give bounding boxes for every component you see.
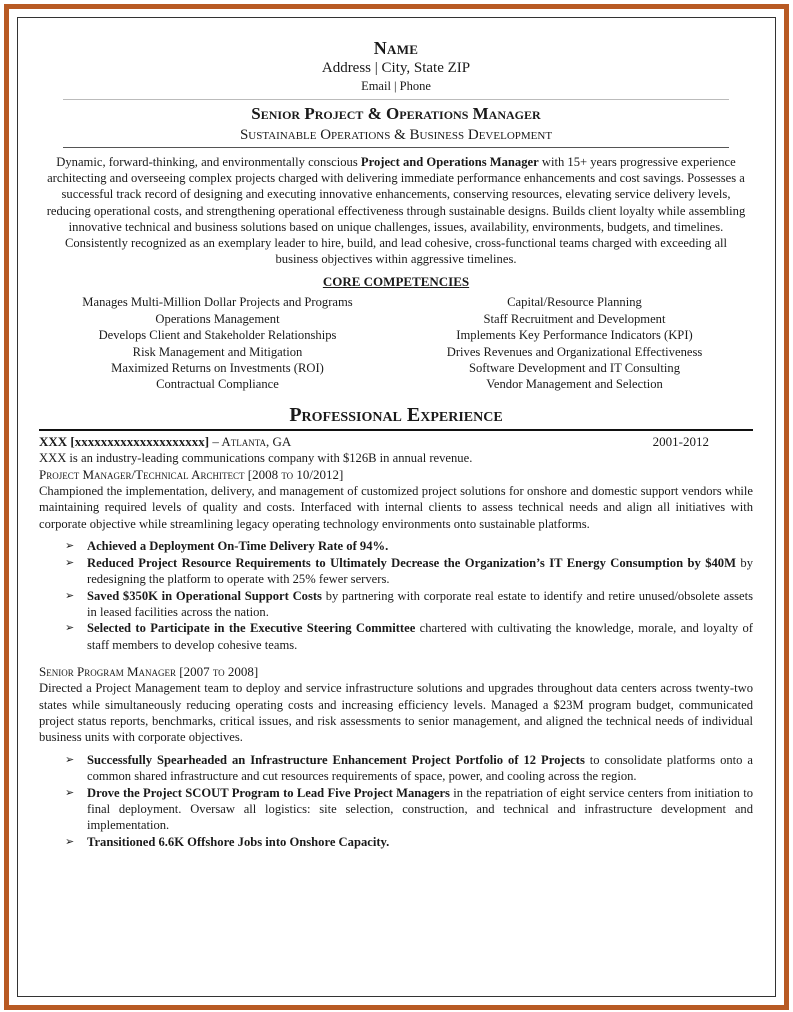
arrow-bullet-icon: ➢	[65, 622, 75, 635]
achievement-item	[65, 555, 753, 588]
competency-item: Software Development and IT Consulting	[468, 361, 681, 376]
achievement-item	[65, 620, 753, 653]
achievement-text: chartered with cultivating the knowledge, morale, and loyalty of staff members to develop cohesive teams.	[87, 621, 753, 652]
achievement-text: by redesigning the platform to operate with 25% fewer servers.	[87, 555, 753, 587]
arrow-bullet-icon: ➢	[65, 835, 75, 848]
core-competencies-heading: CORE COMPETENCIES	[322, 274, 470, 290]
headline-divider	[63, 147, 729, 148]
role-achievements	[39, 752, 753, 850]
role-achievements	[39, 538, 753, 653]
achievement-item	[65, 834, 753, 850]
achievement-bold: Selected to Participate in the Executive Steering Committee	[87, 621, 416, 636]
arrow-bullet-icon: ➢	[65, 556, 75, 569]
competency-item: Operations Management	[155, 311, 280, 326]
achievement-bold: Transitioned 6.6K Offshore Jobs into Onshore Capacity.	[87, 834, 390, 849]
competency-item: Implements Key Performance Indicators (KPI)	[456, 328, 693, 343]
role-description: Directed a Project Management team to deploy and service infrastructure solutions and upgrades throughout data centers across twenty-two states while simultaneously reducing operating costs and increasing efficiency levels. Managed a $23M program budget, communicated project status reports, benchmarks, critical issues, and risk assessments to senior management, and aligned the technical needs of individual business units with corporate objectives.	[39, 681, 753, 745]
core-column-right	[396, 294, 753, 392]
competency-item: Maximized Returns on Investments (ROI)	[111, 361, 324, 376]
competency-item: Manages Multi-Million Dollar Projects and Programs	[82, 295, 353, 310]
achievement-bold: Saved $350K in Operational Support Costs	[87, 588, 322, 603]
core-competencies-grid	[39, 294, 753, 392]
candidate-contact: Email | Phone	[361, 79, 431, 93]
section-gap	[39, 653, 753, 663]
achievement-item	[65, 538, 753, 554]
achievement-item	[65, 785, 753, 834]
page-frame	[4, 4, 789, 1010]
achievement-bold: Successfully Spearheaded an Infrastructure Enhancement Project Portfolio of 12 Projects	[87, 752, 585, 767]
competency-item: Staff Recruitment and Development	[483, 311, 666, 326]
achievement-item	[65, 588, 753, 621]
headline-subtitle: Sustainable Operations & Business Development	[239, 127, 553, 143]
job-header	[39, 433, 753, 450]
job-company-line	[39, 433, 291, 450]
competency-item: Drives Revenues and Organizational Effectiveness	[446, 344, 703, 359]
summary-pre: Dynamic, forward-thinking, and environmentally conscious	[56, 155, 361, 169]
arrow-bullet-icon: ➢	[65, 589, 75, 602]
role-title: Senior Program Manager [2007 to 2008]	[39, 664, 259, 680]
candidate-address: Address | City, State ZIP	[321, 60, 471, 76]
job-dates: 2001-2012	[652, 433, 709, 449]
job-company: XXX [xxxxxxxxxxxxxxxxxxxx]	[39, 433, 210, 449]
header-divider	[63, 99, 729, 100]
competency-item: Vendor Management and Selection	[486, 377, 663, 392]
achievement-bold: Reduced Project Resource Requirements to Ultimately Decrease the Organization’s IT Energy Consumption by $40M	[87, 555, 736, 570]
headline-title: Senior Project & Operations Manager	[251, 104, 541, 123]
achievement-bold: Achieved a Deployment On-Time Delivery Rate of 94%.	[87, 539, 389, 554]
arrow-bullet-icon: ➢	[65, 786, 75, 799]
achievement-text: by partnering with corporate real estate to identify and retire unused/obsolete assets in leased facilities across the nation.	[87, 588, 753, 619]
core-column-left	[39, 294, 396, 392]
achievement-item	[65, 752, 753, 785]
role-title: Project Manager/Technical Architect [2008 to 10/2012]	[39, 467, 344, 483]
achievement-text: to consolidate platforms onto a common shared infrastructure and cut resources requirements of space, power, and cooling across the region.	[87, 752, 753, 784]
role-description: Championed the implementation, delivery, and management of customized project solutions for onshore and domestic support vendors while maintaining required levels of quality and costs. Interfaced with internal clients to assess technical needs and align all initiatives with corporate objective while streamlining legacy operating technology environments onto sustainable platforms.	[39, 484, 753, 531]
competency-item: Capital/Resource Planning	[507, 295, 642, 310]
experience-heading: Professional Experience	[289, 403, 503, 426]
competency-item: Develops Client and Stakeholder Relationships	[98, 328, 337, 343]
job-location: – Atlanta, GA	[209, 433, 292, 449]
competency-item: Risk Management and Mitigation	[132, 344, 303, 359]
summary-paragraph	[45, 154, 747, 267]
resume-page	[39, 37, 753, 850]
summary-bold: Project and Operations Manager	[360, 155, 539, 169]
arrow-bullet-icon: ➢	[65, 753, 75, 766]
candidate-name: Name	[373, 38, 419, 58]
summary-post: with 15+ years progressive experience architecting and overseeing complex projects charged with delivering immediate performance enhancements and cost savings. Possesses a successful track record of designing and executing innovative enhancements, conserving resources, elevating service delivery levels, reducing operational costs, and strengthening operational effectiveness through sustainable designs. Builds client loyalty while assembling innovative technical and business solutions based on unique challenges, issues, availability, environments, budgets, and timelines. Consistently recognized as an exemplary leader to hire, build, and lead cohesive, cross-functional teams charged with exceeding all business objectives within aggressive timelines.	[46, 155, 746, 267]
company-description: XXX is an industry-leading communications company with $126B in annual revenue.	[39, 450, 473, 465]
arrow-bullet-icon: ➢	[65, 540, 75, 553]
competency-item: Contractual Compliance	[156, 377, 279, 392]
achievement-text: in the repatriation of eight service centers from initiation to final deployment. Oversaw all logistics: site selection, construction, and technical and infrastructure development and implementation.	[87, 785, 753, 833]
experience-divider	[39, 429, 753, 431]
achievement-bold: Drove the Project SCOUT Program to Lead Five Project Managers	[87, 785, 450, 800]
